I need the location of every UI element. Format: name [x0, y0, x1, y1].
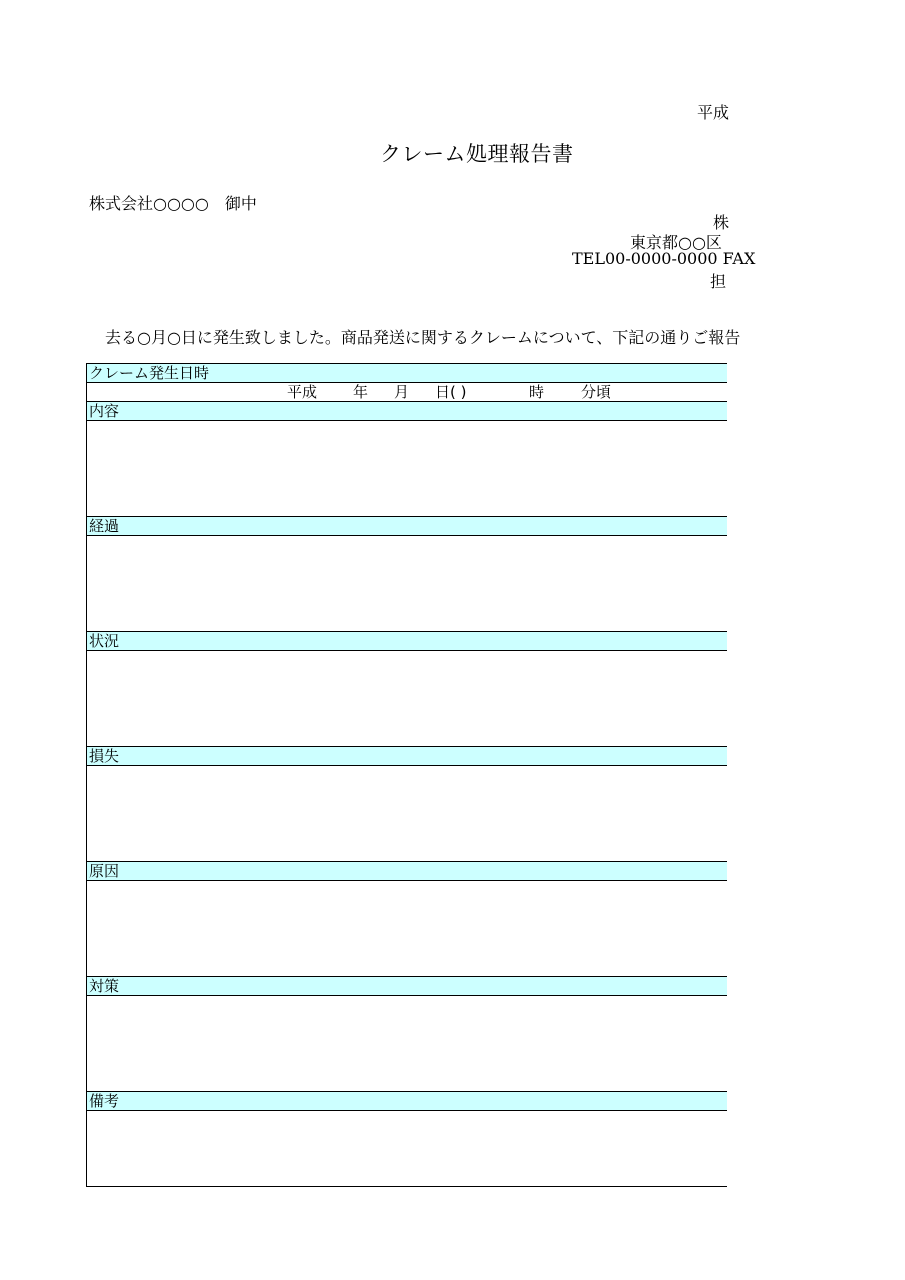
- claim-form: [86, 363, 727, 1187]
- page-title: クレーム処理報告書: [380, 142, 574, 166]
- section-body-content[interactable]: [87, 421, 727, 516]
- section-header-content: 内容: [87, 401, 727, 421]
- section-body-remarks[interactable]: [87, 1111, 727, 1186]
- sender-company: 株: [713, 213, 730, 232]
- minute-label: 分頃: [581, 383, 612, 401]
- section-header-situation: 状況: [87, 631, 727, 651]
- sender-person: 担: [710, 272, 727, 291]
- section-body-cause[interactable]: [87, 881, 727, 976]
- occurrence-header: クレーム発生日時: [87, 364, 727, 383]
- sender-phone-fax: TEL00-0000-0000 FAX: [572, 249, 756, 268]
- hour-label: 時: [529, 383, 545, 401]
- section-header-loss: 損失: [87, 746, 727, 766]
- era-label: 平成: [287, 383, 318, 401]
- month-label: 月: [394, 383, 410, 401]
- intro-text: 去る○月○日に発生致しました。商品発送に関するクレームについて、下記の通りご報告: [105, 328, 741, 347]
- section-header-cause: 原因: [87, 861, 727, 881]
- section-body-countermeasure[interactable]: [87, 996, 727, 1091]
- section-header-progress: 経過: [87, 516, 727, 536]
- section-body-loss[interactable]: [87, 766, 727, 861]
- day-label: 日( ): [435, 383, 467, 401]
- section-body-situation[interactable]: [87, 651, 727, 746]
- year-label: 年: [353, 383, 369, 401]
- sender-address: 東京都○○区: [630, 233, 722, 252]
- report-date: 平成: [697, 103, 730, 122]
- section-header-countermeasure: 対策: [87, 976, 727, 996]
- section-header-remarks: 備考: [87, 1091, 727, 1111]
- section-body-progress[interactable]: [87, 536, 727, 631]
- occurrence-date-row[interactable]: [87, 383, 727, 401]
- recipient: 株式会社○○○○ 御中: [89, 194, 257, 213]
